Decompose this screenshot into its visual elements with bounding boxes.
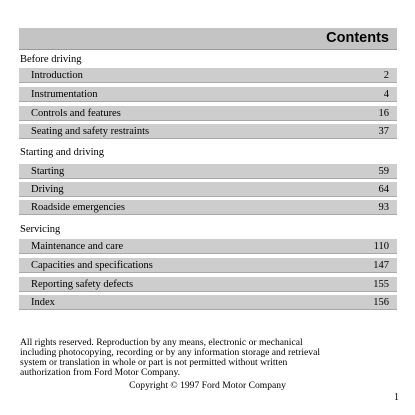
toc-row-roadside-emergencies[interactable]	[19, 200, 397, 215]
legal-line: authorization from Ford Motor Company.	[20, 367, 181, 378]
toc-page-number: 155	[373, 279, 389, 290]
toc-page-number: 156	[373, 297, 389, 308]
page-number: 1	[394, 392, 399, 403]
toc-page-number: 64	[378, 184, 389, 195]
legal-line: system or translation in whole or part is not permitted without written	[20, 357, 288, 368]
legal-notice	[20, 338, 400, 378]
contents-header-bar	[19, 28, 397, 50]
copyright-line: Copyright © 1997 Ford Motor Company	[129, 380, 286, 391]
toc-label: Index	[31, 297, 55, 308]
toc-row-starting[interactable]	[19, 164, 397, 179]
toc-page-number: 59	[378, 166, 389, 177]
toc-row-instrumentation[interactable]	[19, 87, 397, 102]
toc-page-number: 16	[378, 108, 389, 119]
toc-label: Capacities and specifications	[31, 260, 153, 271]
toc-label: Reporting safety defects	[31, 279, 134, 290]
toc-row-index[interactable]	[19, 295, 397, 310]
toc-page-number: 93	[378, 202, 389, 213]
section-title-starting-and-driving: Starting and driving	[20, 147, 104, 158]
toc-label: Roadside emergencies	[31, 202, 125, 213]
toc-page-number: 110	[373, 241, 389, 252]
toc-label: Starting	[31, 166, 65, 177]
toc-label: Instrumentation	[31, 89, 98, 100]
legal-line: All rights reserved. Reproduction by any means, electronic or mechanical	[20, 337, 303, 348]
toc-label: Driving	[31, 184, 64, 195]
toc-row-reporting-safety-defects[interactable]	[19, 277, 397, 292]
toc-label: Seating and safety restraints	[31, 126, 150, 137]
toc-page-number: 37	[378, 126, 389, 137]
section-title-before-driving: Before driving	[20, 54, 82, 65]
toc-page-number: 4	[383, 89, 389, 100]
toc-row-maintenance-and-care[interactable]	[19, 239, 397, 254]
section-title-servicing: Servicing	[20, 224, 61, 235]
toc-row-capacities-and-specifications[interactable]	[19, 258, 397, 273]
toc-page-number: 2	[383, 70, 389, 81]
toc-label: Introduction	[31, 70, 83, 81]
toc-row-controls-and-features[interactable]	[19, 106, 397, 121]
toc-label: Controls and features	[31, 108, 121, 119]
toc-row-driving[interactable]	[19, 182, 397, 197]
toc-label: Maintenance and care	[31, 241, 124, 252]
page-title: Contents	[326, 30, 389, 46]
toc-page-number: 147	[373, 260, 389, 271]
toc-row-seating-and-safety-restraints[interactable]	[19, 124, 397, 139]
toc-row-introduction[interactable]	[19, 68, 397, 83]
legal-line: including photocopying, recording or by any information storage and retrieval	[20, 347, 320, 358]
